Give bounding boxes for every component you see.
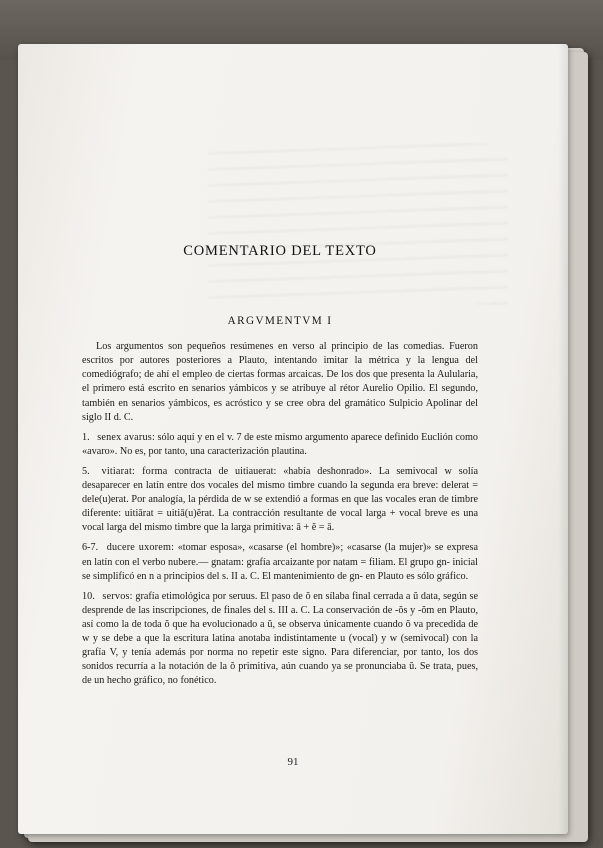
page-title: COMENTARIO DEL TEXTO: [183, 243, 377, 259]
intro-paragraph: Los argumentos son pequeños resúmenes en verso al principio de las comedias. Fueron escritos por autores posteriores a Plauto, intentando imitar la métrica y la lengua del comediógrafo; de ahí el empleo de ciertas formas arcaicas. De los dos que presenta la Aulularia, el primero está escrito en senarios yámbicos y se atribuye al rétor Aurelio Opilio. El segundo, también en senarios yámbicos, es acróstico y se cree obra del gramático Sulpicio Apolinar del siglo II d. C.: [82, 341, 478, 423]
note-entry: [82, 431, 478, 459]
note-number: 5.: [82, 465, 90, 477]
page-edge-shadow: [558, 44, 568, 834]
note-text: contracta de uitiauerat: «había deshonrado». La semivocal w solía desaparecer en latín entre dos vocales del mismo timbre cuando la segunda era breve: delerat = dele(u)erat. Por analogía, la pérdida de w se extendió a formas en que las vocales eran de timbre diferente: uitiārat = uitiā(u)ĕrat. La contracción resultante de vocal larga + vocal breve es una vocal larga del mismo timbre que la larga primitiva: ā + ĕ = ā.: [82, 465, 479, 534]
note-text: grafía etimológica por seruus. El paso de ŏ en sílaba final cerrada a ŭ data, según se desprende de las inscripciones, de finales del s. III a. C. La conservación de -ŏs y -ŏm en Plauto, así como la de toda ŏ que ha evolucionado a ŭ, se observa únicamente cuando ŏ va precedida de w y se debe a que la escritura latina anotaba indistintamente u (vocal) y w (semivocal) con la grafía V, y tenía además por norma no repetir este signo. Para diferenciar, por tanto, los dos sonidos recurría a la notación de la ŏ primitiva, aún cuando ya se pronunciaba ŭ. Se trata, pues, de un hecho gráfico, no fonético.: [82, 590, 479, 687]
note-entry: [82, 465, 478, 535]
book-page: [18, 44, 568, 834]
note-lemma: vitiarat: forma: [101, 465, 168, 477]
note-number: 10.: [82, 590, 95, 602]
note-lemma: senex avarus:: [97, 431, 155, 443]
section-heading: ARGVMENTVM I: [227, 315, 333, 328]
page-number: 91: [287, 756, 299, 768]
note-lemma: ducere uxorem:: [106, 542, 175, 554]
note-entry: [82, 590, 478, 689]
note-entry: [82, 541, 478, 583]
page-content: [82, 244, 478, 688]
note-number: 6-7.: [82, 542, 99, 554]
note-number: 1.: [82, 431, 90, 443]
note-text: sólo aquí y en el v. 7 de este mismo argumento aparece definido Euclión como «avaro». No es, por tanto, una caracterización plautina.: [82, 431, 479, 457]
note-lemma: servos:: [102, 590, 133, 602]
note-text: «tomar esposa», «casarse (el hombre)»; «casarse (la mujer)» se expresa en latín con el verbo nubere.— gnatam: grafía arcaizante por natam = filiam. El grupo gn- inicial se simplificó en n a principios del s. II a. C. El mantenimiento de gn- en Plauto es sólo gráfico.: [82, 542, 479, 582]
